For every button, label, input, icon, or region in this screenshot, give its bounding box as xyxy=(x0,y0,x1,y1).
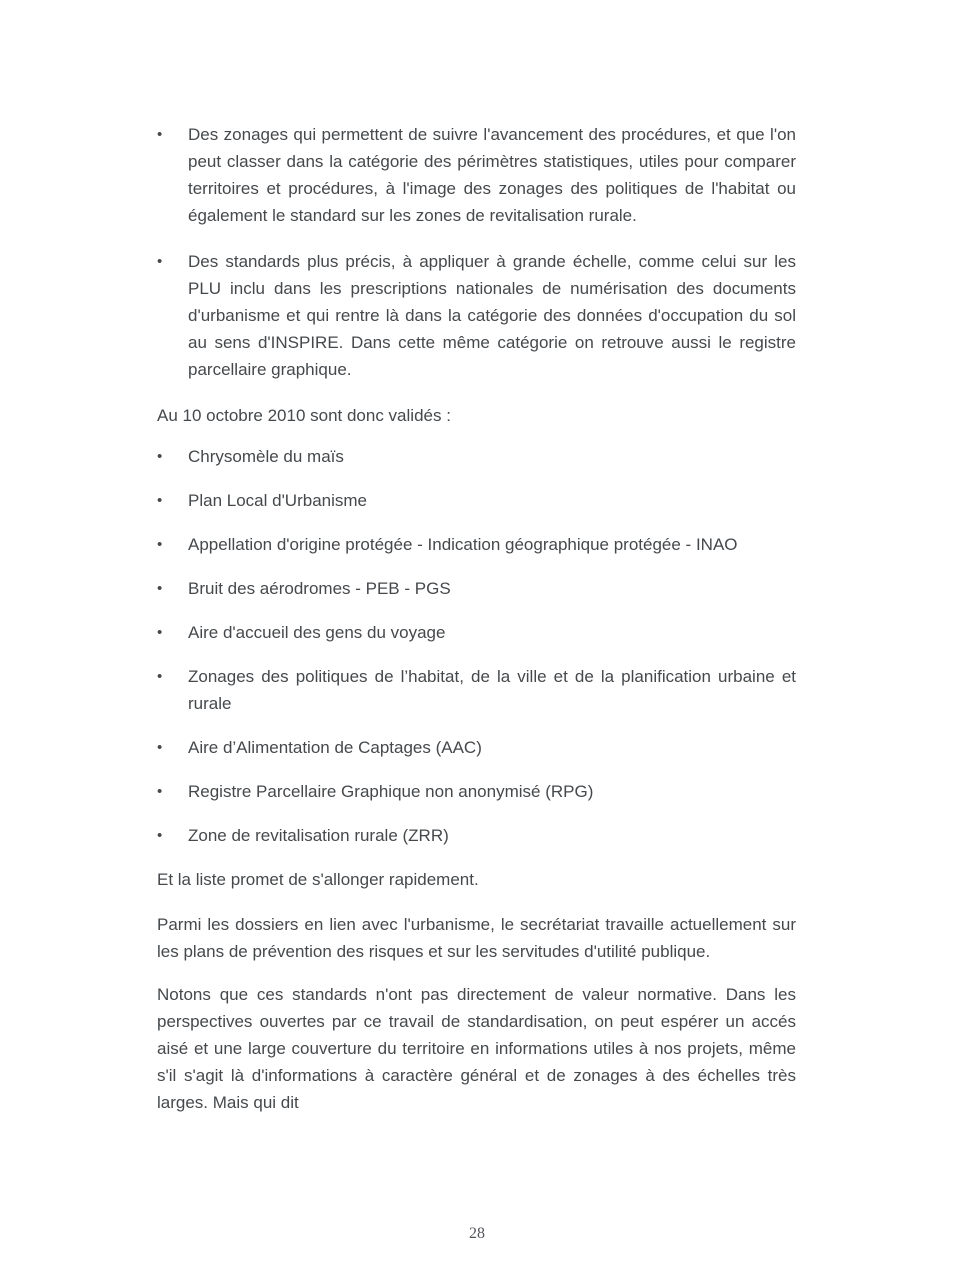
list-item xyxy=(157,822,796,849)
list-item-text: Bruit des aérodromes - PEB - PGS xyxy=(188,579,451,598)
validated-intro-line: Au 10 octobre 2010 sont donc validés : xyxy=(157,406,451,425)
bullet-icon: • xyxy=(157,668,163,685)
page-number: 28 xyxy=(469,1225,485,1242)
list-item-text: Des zonages qui permettent de suivre l'avancement des procédures, et que l'on peut classer dans la catégorie des périmètres statistiques, utiles pour comparer territoires et procédures, à l'image des zonages des politiques de l'habitat ou également le standard sur les zones de revitalisation rurale. xyxy=(188,125,796,225)
list-item-text: Chrysomèle du maïs xyxy=(188,447,344,466)
list-item-text: Plan Local d'Urbanisme xyxy=(188,491,368,510)
list-item xyxy=(157,248,796,383)
validated-standards-list xyxy=(157,443,796,849)
bullet-icon: • xyxy=(157,448,163,465)
list-item xyxy=(157,778,796,805)
list-item-text: Aire d'accueil des gens du voyage xyxy=(188,623,446,642)
list-item-text: Appellation d'origine protégée - Indication géographique protégée - INAO xyxy=(188,535,738,554)
bullet-icon: • xyxy=(157,492,163,509)
list-item xyxy=(157,619,796,646)
list-item xyxy=(157,487,796,514)
list-item-text: Registre Parcellaire Graphique non anonymisé (RPG) xyxy=(188,782,594,801)
list-item xyxy=(157,734,796,761)
intro-bullet-list xyxy=(157,121,796,383)
bullet-icon: • xyxy=(157,580,163,597)
list-item xyxy=(157,443,796,470)
paragraph-standards-normative: Notons que ces standards n'ont pas directement de valeur normative. Dans les perspectives ouvertes par ce travail de standardisation, on peut espérer un accés aisé et une large couverture du territoire en informations utiles à nos projets, même s'il s'agit là d'informations à caractère général et de zonages à des échelles très larges. Mais qui dit xyxy=(157,985,796,1112)
bullet-icon: • xyxy=(157,253,163,270)
list-item xyxy=(157,575,796,602)
bullet-icon: • xyxy=(157,624,163,641)
bullet-icon: • xyxy=(157,739,163,756)
bullet-icon: • xyxy=(157,827,163,844)
list-item xyxy=(157,663,796,717)
bullet-icon: • xyxy=(157,126,163,143)
list-item xyxy=(157,121,796,229)
bullet-icon: • xyxy=(157,783,163,800)
list-item-text: Des standards plus précis, à appliquer à grande échelle, comme celui sur les PLU inclu dans les prescriptions nationales de numérisation des documents d'urbanisme et qui rentre là dans la catégorie des données d'occupation du sol au sens d'INSPIRE. Dans cette même catégorie on retrouve aussi le registre parcellaire graphique. xyxy=(188,252,796,379)
list-item-text: Zonages des politiques de l’habitat, de la ville et de la planification urbaine et rurale xyxy=(188,667,796,713)
paragraph-urbanisme: Parmi les dossiers en lien avec l'urbanisme, le secrétariat travaille actuellement sur les plans de prévention des risques et sur les servitudes d'utilité publique. xyxy=(157,915,796,961)
bullet-icon: • xyxy=(157,536,163,553)
list-item-text: Zone de revitalisation rurale (ZRR) xyxy=(188,826,449,845)
list-item xyxy=(157,531,796,558)
list-closing-sentence: Et la liste promet de s'allonger rapidement. xyxy=(157,870,479,889)
list-item-text: Aire d’Alimentation de Captages (AAC) xyxy=(188,738,482,757)
